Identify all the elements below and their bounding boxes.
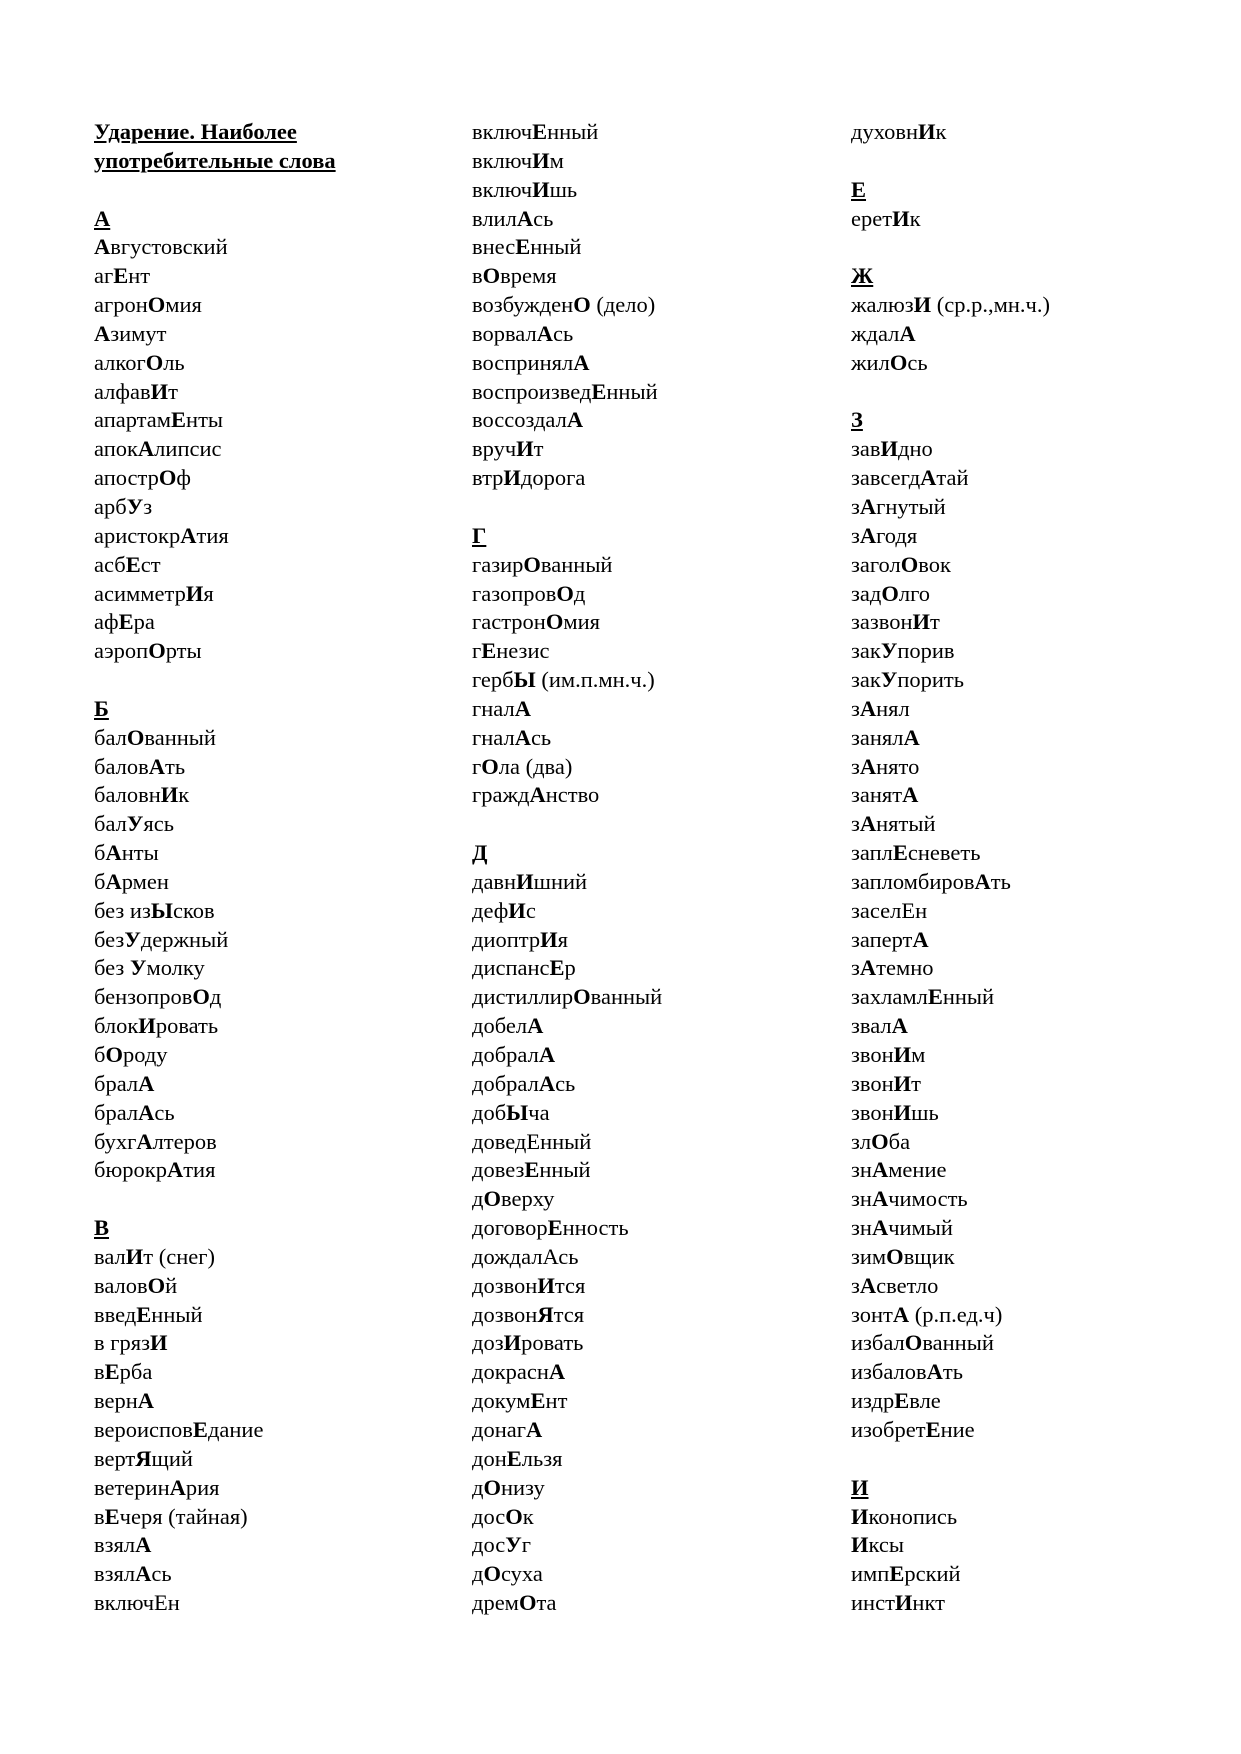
- word-entry: введЕнный: [94, 1301, 203, 1327]
- word-entry: знАчимый: [851, 1215, 953, 1241]
- word-entry: зАнятый: [851, 811, 936, 837]
- word-entry: довезЕнный: [472, 1157, 591, 1183]
- word-entry: досОк: [472, 1503, 534, 1529]
- section-letter-heading: Е: [851, 176, 867, 202]
- word-entry: валИт (снег): [94, 1243, 215, 1269]
- word-entry: захламлЕнный: [851, 984, 995, 1010]
- word-entry: знАчимость: [851, 1186, 968, 1212]
- word-entry: алфавИт: [94, 378, 178, 404]
- section-spacer: [472, 810, 832, 839]
- word-entry: заселЕн: [851, 897, 928, 923]
- word-entry: задОлго: [851, 580, 930, 606]
- word-entry: апартамЕнты: [94, 407, 224, 433]
- word-entry: докраснА: [472, 1359, 566, 1385]
- word-entry: гОла (два): [472, 753, 573, 779]
- word-entry: втрИдорога: [472, 465, 586, 491]
- column-2: [472, 118, 832, 1618]
- column-3: [851, 118, 1231, 1618]
- word-entry: занятА: [851, 782, 919, 808]
- word-entry: завИдно: [851, 436, 933, 462]
- word-entry: балУясь: [94, 811, 174, 837]
- word-entry: дОнизу: [472, 1474, 545, 1500]
- word-entry: апокАлипсис: [94, 436, 222, 462]
- word-entry: дОсуха: [472, 1561, 543, 1587]
- section-letter-heading: Б: [94, 695, 109, 721]
- word-entry: гналА: [472, 695, 531, 721]
- word-entry: без изЫсков: [94, 897, 215, 923]
- word-entry: гЕнезис: [472, 638, 550, 664]
- word-entry: ветеринАрия: [94, 1474, 220, 1500]
- word-entry: зАнято: [851, 753, 920, 779]
- word-entry: взялА: [94, 1532, 152, 1558]
- word-entry: вручИт: [472, 436, 544, 462]
- word-entry: зАсветло: [851, 1272, 939, 1298]
- word-entry: еретИк: [851, 205, 921, 231]
- word-entry: добЫча: [472, 1099, 550, 1125]
- word-entry: аристокрАтия: [94, 522, 229, 548]
- word-entry: без Умолку: [94, 955, 205, 981]
- section-spacer: [94, 666, 454, 695]
- word-entry: взялАсь: [94, 1561, 172, 1587]
- word-entry: бухгАлтеров: [94, 1128, 217, 1154]
- word-entry: зимОвщик: [851, 1243, 955, 1269]
- section-spacer: [851, 378, 1231, 407]
- word-entry: валовОй: [94, 1272, 178, 1298]
- word-entry: арбУз: [94, 493, 153, 519]
- word-entry: афЕра: [94, 609, 155, 635]
- word-entry: баловАть: [94, 753, 186, 779]
- word-entry: включИшь: [472, 176, 578, 202]
- word-entry: ворвалАсь: [472, 320, 574, 346]
- word-entry: дОверху: [472, 1186, 555, 1212]
- page-title: употребительные слова: [94, 147, 336, 173]
- word-entry: вЕрба: [94, 1359, 153, 1385]
- word-entry: аэропОрты: [94, 638, 202, 664]
- word-entry: дефИс: [472, 897, 536, 923]
- word-entry: досУг: [472, 1532, 531, 1558]
- word-entry: издрЕвле: [851, 1388, 941, 1414]
- word-entry: бОроду: [94, 1042, 168, 1067]
- word-entry: агЕнт: [94, 263, 151, 289]
- word-entry: добралА: [472, 1042, 556, 1067]
- word-entry: дозвонЯтся: [472, 1301, 585, 1327]
- word-entry: добелА: [472, 1013, 544, 1039]
- word-entry: запертА: [851, 926, 929, 952]
- word-entry: инстИнкт: [851, 1590, 945, 1616]
- word-entry: асбЕст: [94, 551, 161, 577]
- word-entry: звонИт: [851, 1070, 922, 1096]
- word-entry: духовнИк: [851, 119, 947, 144]
- word-entry: бюрокрАтия: [94, 1157, 216, 1183]
- word-entry: граждАнство: [472, 782, 600, 808]
- word-entry: звалА: [851, 1013, 908, 1039]
- word-entry: добралАсь: [472, 1070, 576, 1096]
- section-spacer: [851, 1445, 1231, 1474]
- word-entry: вОвремя: [472, 263, 557, 289]
- word-entry: заплЕсневеть: [851, 840, 981, 866]
- word-entry: дозвонИтся: [472, 1272, 586, 1298]
- word-entry: агронОмия: [94, 292, 202, 318]
- section-letter-heading: З: [851, 407, 863, 433]
- word-entry: закУпорив: [851, 638, 955, 664]
- word-entry: бАнты: [94, 840, 159, 866]
- word-entry: внесЕнный: [472, 234, 582, 260]
- word-entry: зАгодя: [851, 522, 918, 548]
- word-entry: звонИм: [851, 1042, 926, 1067]
- section-letter-heading: Ж: [851, 263, 874, 289]
- word-entry: Иконопись: [851, 1503, 958, 1529]
- word-entry: воспринялА: [472, 349, 590, 375]
- word-entry: газопровОд: [472, 580, 586, 606]
- word-entry: влилАсь: [472, 205, 554, 231]
- word-entry: злОба: [851, 1128, 911, 1154]
- section-letter-heading: В: [94, 1215, 110, 1241]
- word-entry: блокИровать: [94, 1013, 219, 1039]
- page-title: Ударение. Наиболее: [94, 119, 297, 144]
- word-entry: алкогОль: [94, 349, 185, 375]
- word-entry: гербЫ (им.п.мн.ч.): [472, 667, 655, 693]
- word-entry: докумЕнт: [472, 1388, 568, 1414]
- word-entry: донЕльзя: [472, 1445, 563, 1471]
- word-entry: балОванный: [94, 724, 216, 750]
- word-entry: баловнИк: [94, 782, 190, 808]
- section-letter-heading: И: [851, 1474, 869, 1500]
- word-entry: звонИшь: [851, 1099, 939, 1125]
- word-entry: изобретЕние: [851, 1416, 975, 1442]
- word-entry: жалюзИ (ср.р.,мн.ч.): [851, 292, 1050, 318]
- word-entry: донагА: [472, 1416, 543, 1442]
- word-entry: избалОванный: [851, 1330, 994, 1356]
- word-entry: дистиллирОванный: [472, 984, 663, 1010]
- word-entry: вЕчеря (тайная): [94, 1503, 248, 1529]
- word-entry: вернА: [94, 1388, 155, 1414]
- word-entry: зонтА (р.п.ед.ч): [851, 1301, 1003, 1327]
- word-entry: зАнял: [851, 695, 910, 721]
- word-entry: знАмение: [851, 1157, 947, 1183]
- section-spacer: [472, 493, 832, 522]
- word-entry: дремОта: [472, 1590, 557, 1616]
- word-entry: бралАсь: [94, 1099, 175, 1125]
- word-entry: диоптрИя: [472, 926, 569, 952]
- section-spacer: [94, 1185, 454, 1214]
- word-entry: включЕн: [94, 1590, 180, 1616]
- word-entry: доведЕнный: [472, 1128, 592, 1154]
- word-entry: Августовский: [94, 234, 228, 260]
- word-entry: заголОвок: [851, 551, 951, 577]
- column-1: [94, 118, 454, 1618]
- word-entry: запломбировАть: [851, 868, 1011, 894]
- word-entry: Иксы: [851, 1532, 904, 1558]
- word-entry: давнИшний: [472, 868, 588, 894]
- section-letter-heading: Д: [472, 840, 488, 866]
- section-spacer: [851, 147, 1231, 176]
- word-entry: завсегдАтай: [851, 465, 969, 491]
- word-entry: гналАсь: [472, 724, 552, 750]
- word-entry: Азимут: [94, 320, 167, 346]
- word-entry: ждалА: [851, 320, 916, 346]
- word-entry: вертЯщий: [94, 1445, 193, 1471]
- section-letter-heading: Г: [472, 522, 487, 548]
- section-letter-heading: А: [94, 205, 111, 231]
- word-entry: зАгнутый: [851, 493, 946, 519]
- word-entry: занялА: [851, 724, 920, 750]
- word-entry: зазвонИт: [851, 609, 940, 635]
- word-entry: дозИровать: [472, 1330, 584, 1356]
- word-entry: безУдержный: [94, 926, 229, 952]
- word-entry: зАтемно: [851, 955, 934, 981]
- word-entry: диспансЕр: [472, 955, 576, 981]
- section-spacer: [94, 176, 454, 205]
- word-entry: в грязИ: [94, 1330, 168, 1356]
- word-entry: импЕрский: [851, 1561, 961, 1587]
- word-entry: вероисповЕдание: [94, 1416, 264, 1442]
- word-entry: избаловАть: [851, 1359, 964, 1385]
- word-entry: гастронОмия: [472, 609, 601, 635]
- word-entry: дождалАсь: [472, 1243, 579, 1269]
- word-entry: закУпорить: [851, 667, 965, 693]
- word-entry: бралА: [94, 1070, 155, 1096]
- word-entry: воссоздалА: [472, 407, 584, 433]
- word-entry: воспроизведЕнный: [472, 378, 658, 404]
- word-entry: договорЕнность: [472, 1215, 629, 1241]
- word-entry: бАрмен: [94, 868, 169, 894]
- word-entry: жилОсь: [851, 349, 928, 375]
- word-entry: возбужденО (дело): [472, 292, 656, 318]
- word-entry: включЕнный: [472, 119, 599, 144]
- word-entry: апострОф: [94, 465, 191, 491]
- section-spacer: [851, 233, 1231, 262]
- word-entry: газирОванный: [472, 551, 613, 577]
- word-entry: включИм: [472, 147, 564, 173]
- word-entry: бензопровОд: [94, 984, 222, 1010]
- word-entry: асимметрИя: [94, 580, 214, 606]
